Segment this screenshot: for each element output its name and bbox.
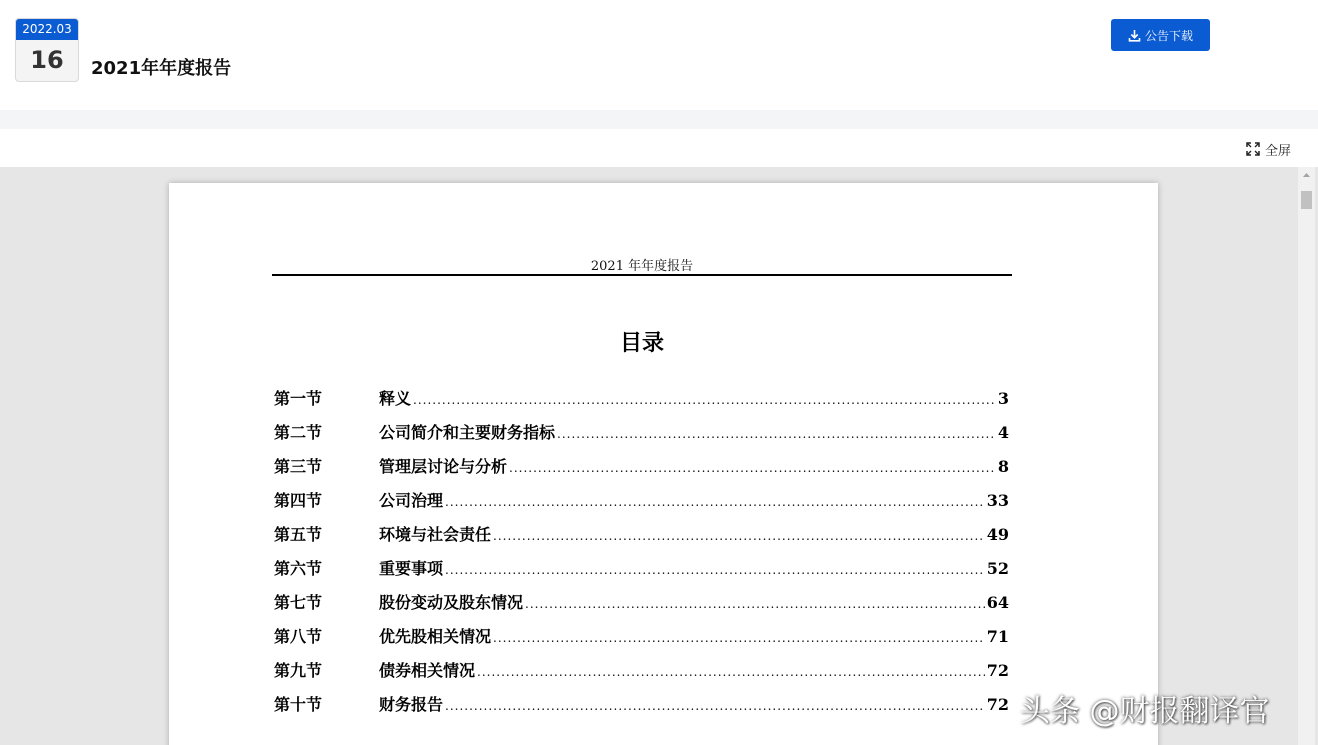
- toc-section-name: 释义: [379, 389, 412, 408]
- toc-section-number: 第五节: [274, 525, 323, 544]
- toc-section-number: 第六节: [274, 559, 323, 578]
- toc-leader-dots: [493, 529, 985, 543]
- toc-leader-dots: [445, 699, 985, 713]
- toc-page-number: 49: [986, 525, 1009, 544]
- scroll-up-arrow-icon[interactable]: [1298, 167, 1315, 184]
- toc-section-name: 债券相关情况: [379, 661, 476, 680]
- download-label: 公告下载: [1144, 28, 1193, 43]
- scrollbar-thumb[interactable]: [1301, 191, 1312, 209]
- download-icon: [1128, 29, 1141, 42]
- toc-section-number: 第十节: [274, 695, 323, 714]
- date-month: 2022.03: [16, 19, 78, 40]
- toc-page-number: 72: [986, 661, 1009, 680]
- download-button[interactable]: [1111, 19, 1210, 51]
- toc-entry[interactable]: [274, 590, 1009, 624]
- toc-section-name: 公司简介和主要财务指标: [379, 423, 556, 442]
- toc-section-name: 财务报告: [379, 695, 444, 714]
- toc-leader-dots: [525, 597, 985, 611]
- expand-icon: [1246, 142, 1260, 156]
- toc-section-number: 第八节: [274, 627, 323, 646]
- running-header: 2021 年年度报告: [590, 259, 694, 274]
- toc-page-number: 33: [986, 491, 1009, 510]
- pdf-page: [169, 183, 1158, 745]
- toc-page-number: 4: [997, 423, 1009, 442]
- toc-section-name: 重要事项: [379, 559, 444, 578]
- toc-page-number: 52: [986, 559, 1009, 578]
- toc-section-name: 股份变动及股东情况: [379, 593, 524, 612]
- toc-section-name: 环境与社会责任: [379, 525, 492, 544]
- date-day: 16: [30, 46, 64, 74]
- toc-title: 目录: [619, 330, 664, 356]
- toc-leader-dots: [493, 631, 985, 645]
- toc-entry[interactable]: [274, 454, 1009, 488]
- toc-entry[interactable]: [274, 522, 1009, 556]
- viewer-toolbar: [0, 129, 1318, 167]
- date-badge: [15, 18, 79, 82]
- watermark: 头条 @财报翻译官: [1020, 694, 1270, 729]
- toc-entry[interactable]: [274, 386, 1009, 420]
- toc-section-number: 第九节: [274, 661, 323, 680]
- toc-list: [274, 386, 1009, 726]
- vertical-scrollbar[interactable]: [1298, 167, 1315, 745]
- toc-page-number: 3: [997, 389, 1009, 408]
- toc-section-number: 第一节: [274, 389, 323, 408]
- toc-entry[interactable]: [274, 658, 1009, 692]
- toc-entry[interactable]: [274, 420, 1009, 454]
- toc-section-number: 第三节: [274, 457, 323, 476]
- fullscreen-label: 全屏: [1265, 143, 1292, 159]
- toc-page-number: 8: [997, 457, 1009, 476]
- toc-section-name: 管理层讨论与分析: [379, 457, 508, 476]
- toc-leader-dots: [445, 563, 985, 577]
- toc-leader-dots: [413, 393, 996, 407]
- toc-section-number: 第四节: [274, 491, 323, 510]
- toc-section-number: 第二节: [274, 423, 323, 442]
- header-rule: [272, 274, 1012, 276]
- toc-entry[interactable]: [274, 556, 1009, 590]
- toc-entry[interactable]: [274, 692, 1009, 726]
- toc-entry[interactable]: [274, 624, 1009, 658]
- toc-leader-dots: [477, 665, 985, 679]
- toc-section-name: 公司治理: [379, 491, 444, 510]
- toc-leader-dots: [509, 461, 996, 475]
- toc-leader-dots: [445, 495, 985, 509]
- toc-section-number: 第七节: [274, 593, 323, 612]
- toc-entry[interactable]: [274, 488, 1009, 522]
- toc-leader-dots: [557, 427, 996, 441]
- section-divider: [0, 110, 1318, 129]
- toc-section-name: 优先股相关情况: [379, 627, 492, 646]
- pdf-viewer[interactable]: [0, 167, 1318, 745]
- toc-page-number: 64: [986, 593, 1009, 612]
- announcement-header: [0, 0, 1318, 110]
- page-title: 2021年年度报告: [91, 58, 232, 79]
- toc-page-number: 72: [986, 695, 1009, 714]
- fullscreen-button[interactable]: [1246, 139, 1291, 159]
- toc-page-number: 71: [986, 627, 1009, 646]
